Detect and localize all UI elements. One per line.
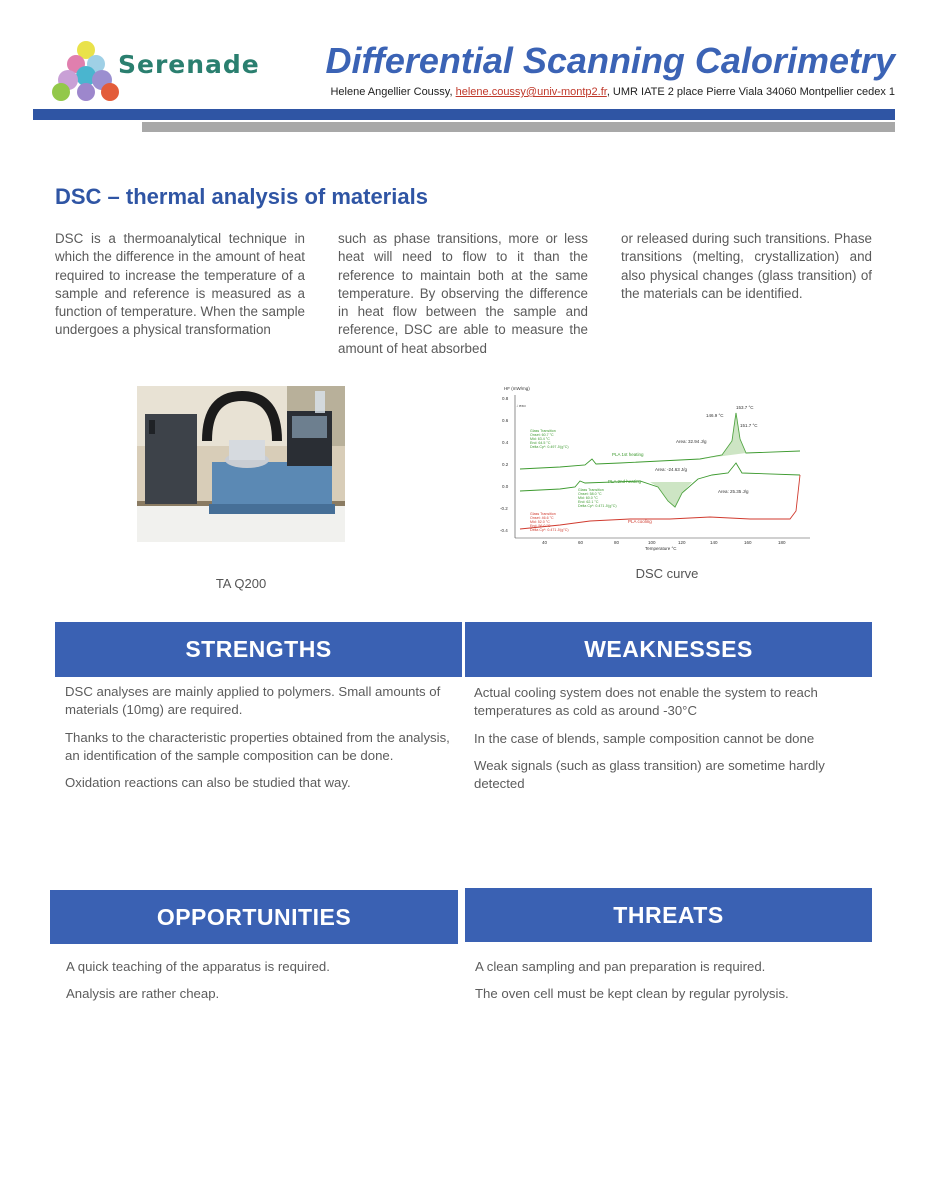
svg-text:Onset: 60.7 °C: Onset: 60.7 °C — [530, 433, 554, 437]
dsc-curve-figure — [500, 383, 818, 553]
dsc-area-label: Area: 32.94 J/g — [676, 439, 707, 444]
opportunities-list — [66, 958, 456, 1013]
dsc-peak-label: 153.7 °C — [736, 405, 754, 410]
dsc-xtick: 160 — [744, 540, 752, 545]
dsc-xtick: 60 — [578, 540, 584, 545]
dsc-xlabel: Temperature °C — [645, 546, 677, 551]
header-gray-bar — [142, 122, 895, 132]
svg-text:End: 56.0 °C: End: 56.0 °C — [530, 524, 551, 528]
weaknesses-header: WEAKNESSES — [465, 622, 872, 677]
opportunities-item: Analysis are rather cheap. — [66, 986, 220, 1002]
threats-item: A clean sampling and pan preparation is required. — [475, 959, 766, 974]
author-email-link[interactable]: helene.coussy@univ-montp2.fr — [455, 86, 607, 98]
threats-header: THREATS — [465, 888, 872, 942]
dsc-xtick: 80 — [614, 540, 620, 545]
svg-text:Onset: 46.6 °C: Onset: 46.6 °C — [530, 516, 554, 520]
weaknesses-item: Actual cooling system does not enable the system to reach temperatures as cold as around -30°C — [474, 685, 818, 719]
threats-list — [475, 958, 865, 1013]
svg-text:End: 64.5 °C: End: 64.5 °C — [530, 441, 551, 445]
author-line — [330, 86, 895, 98]
svg-text:Glass Transition: Glass Transition — [578, 488, 604, 492]
dsc-series-label: PLA 1st heating — [612, 452, 644, 457]
dsc-exo-label: ↓ exo — [516, 403, 526, 408]
dsc-ytick: 0.4 — [502, 440, 509, 445]
svg-text:Delta Cp*: 0.471 J/(g°C): Delta Cp*: 0.471 J/(g°C) — [578, 504, 617, 508]
dsc-series-label: PLA cooling — [628, 519, 652, 524]
curve-caption: DSC curve — [635, 566, 699, 581]
page-title: Differential Scanning Calorimetry — [325, 40, 895, 81]
svg-text:Mid: 52.0 °C: Mid: 52.0 °C — [530, 520, 550, 524]
logo-bubbles-icon — [50, 40, 120, 104]
svg-text:Onset: 58.0 °C: Onset: 58.0 °C — [578, 492, 602, 496]
header-blue-bar — [33, 109, 895, 120]
svg-text:Mid: 60.0 °C: Mid: 60.0 °C — [578, 496, 598, 500]
intro-column-2: such as phase transitions, more or less heat will need to flow to it than the reference to maintain both at the same temperature. By observing the difference in heat flow between the sample and reference, DSC are able to measure the amount of heat absorbed — [338, 231, 588, 356]
dsc-series-label: PLA 2nd heating — [608, 479, 642, 484]
dsc-yticks — [500, 396, 509, 533]
strengths-item: DSC analyses are mainly applied to polymers. Small amounts of materials (10mg) are required. — [65, 684, 441, 718]
dsc-xtick: 180 — [778, 540, 786, 545]
dsc-xtick: 140 — [710, 540, 718, 545]
series-1st-heating — [520, 413, 800, 469]
dsc-ytick: -0.4 — [500, 528, 508, 533]
opportunities-item: A quick teaching of the apparatus is required. — [66, 959, 330, 974]
author-name: Helene Angellier Coussy, — [330, 86, 453, 98]
svg-text:End: 62.1 °C: End: 62.1 °C — [578, 500, 599, 504]
dsc-peak-label: 151.7 °C — [740, 423, 758, 428]
ta-q200-photo — [137, 386, 345, 542]
dsc-ytick: 0.6 — [502, 418, 509, 423]
dsc-xtick: 40 — [542, 540, 548, 545]
dsc-glass-transition-1 — [530, 429, 569, 449]
dsc-glass-transition-2 — [578, 488, 617, 508]
dsc-xtick: 100 — [648, 540, 656, 545]
author-affiliation: , UMR IATE 2 place Pierre Viala 34060 Montpellier cedex 1 — [606, 86, 895, 98]
intro-column-1: DSC is a thermoanalytical technique in which the difference in the amount of heat required to increase the temperature of a sample and reference is measured as a function of temperature. When the sample undergoes a physical transformation — [55, 231, 305, 338]
dsc-glass-transition-3 — [530, 512, 569, 532]
svg-text:Mid: 63.4 °C: Mid: 63.4 °C — [530, 437, 550, 441]
dsc-ylabel: HF (mW/mg) — [504, 386, 530, 391]
dsc-ytick: 0.0 — [502, 484, 509, 489]
opportunities-header: OPPORTUNITIES — [50, 890, 458, 944]
weaknesses-item: In the case of blends, sample composition cannot be done — [474, 730, 815, 746]
strengths-item: Oxidation reactions can also be studied that way. — [65, 775, 351, 791]
dsc-area-label: Area: -24.63 J/g — [655, 467, 688, 472]
logo-text: Serenade — [118, 50, 260, 79]
dsc-peak-label: 146.9 °C — [706, 413, 724, 418]
svg-text:Glass Transition: Glass Transition — [530, 512, 556, 516]
svg-text:Glass Transition: Glass Transition — [530, 429, 556, 433]
dsc-xtick: 120 — [678, 540, 686, 545]
weaknesses-list — [474, 684, 864, 802]
dsc-ytick: 0.2 — [502, 462, 509, 467]
dsc-ytick: 0.8 — [502, 396, 509, 401]
strengths-list — [65, 683, 455, 801]
strengths-header: STRENGTHS — [55, 622, 462, 677]
intro-column-3: or released during such transitions. Phase transitions (melting, crystallization) and also physical changes (glass transition) of the materials can be identified. — [621, 231, 872, 301]
svg-text:Delta Cp*: 0.497 J/(g°C): Delta Cp*: 0.497 J/(g°C) — [530, 445, 569, 449]
strengths-item: Thanks to the characteristic properties obtained from the analysis, an identification of the sample composition can be done. — [65, 729, 450, 763]
svg-text:Delta Cp*: 0.471 J/(g°C): Delta Cp*: 0.471 J/(g°C) — [530, 528, 569, 532]
threats-item: The oven cell must be kept clean by regular pyrolysis. — [475, 986, 789, 1002]
weaknesses-item: Weak signals (such as glass transition) are sometime hardly detected — [474, 757, 825, 792]
section-title: DSC – thermal analysis of materials — [55, 184, 428, 209]
photo-caption: TA Q200 — [215, 576, 267, 591]
dsc-xticks — [542, 540, 786, 545]
dsc-ytick: -0.2 — [500, 506, 508, 511]
dsc-area-label: Area: 25.35 J/g — [718, 489, 749, 494]
